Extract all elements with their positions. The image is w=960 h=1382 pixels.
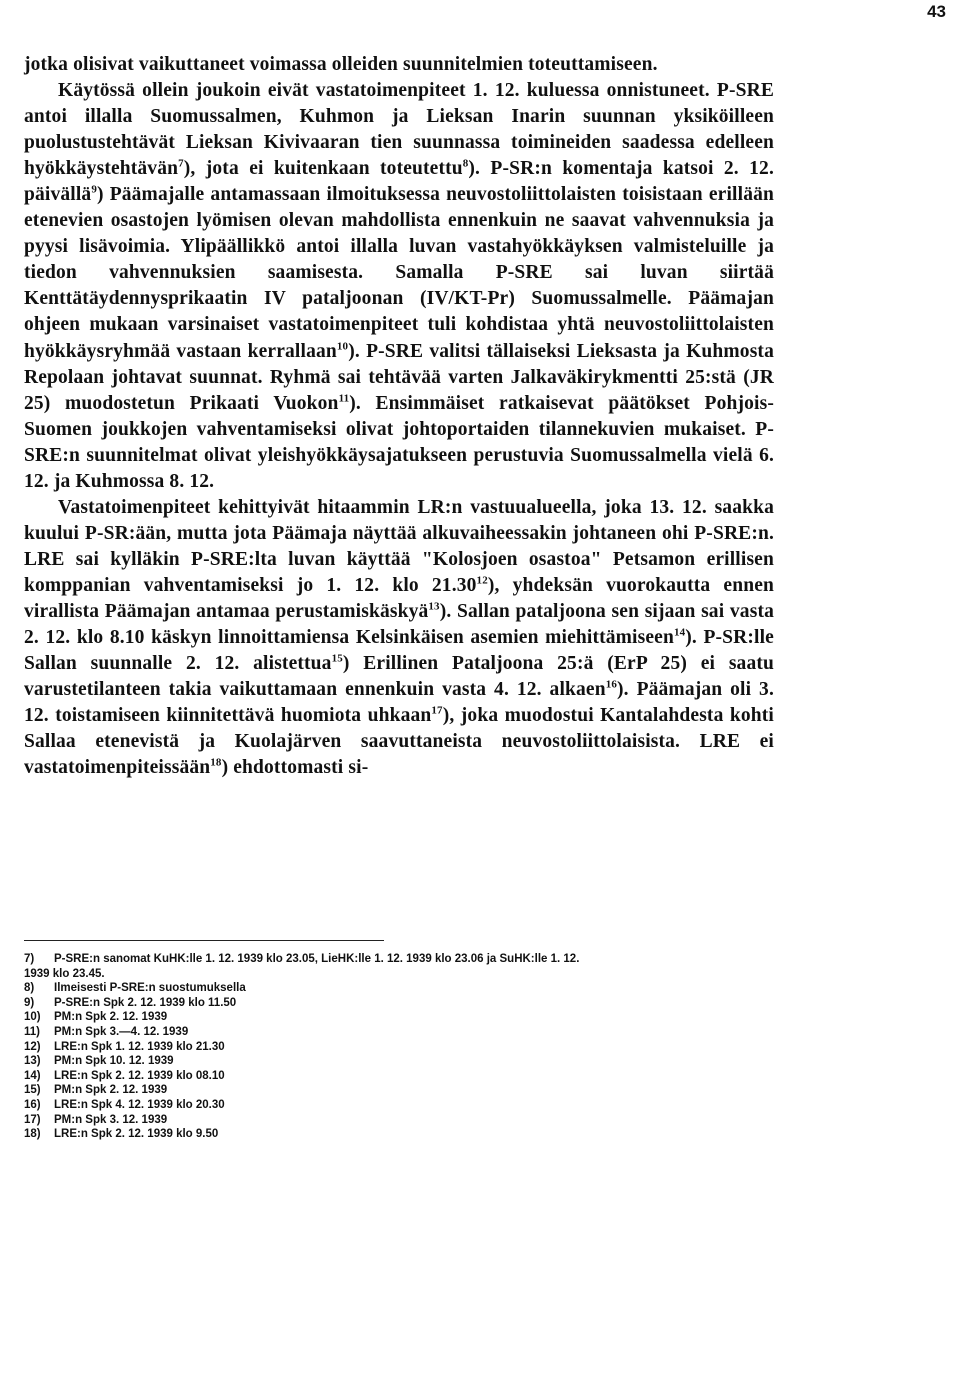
footnote: [24, 1113, 784, 1128]
text-run: ). Ensimmäiset ratkaisevat päätökset Pohjois-Suomen joukkojen vahventamiseksi olivat johtoportaiden tilannekuvien mukaiset. P-SRE:n suunnitelmat olivat yleishyökkäysajatukseen perustuvia Suomussalmella vielä 6. 12. ja Kuhmossa 8. 12.: [24, 392, 774, 492]
footnote-text: P-SRE:n sanomat KuHK:lle 1. 12. 1939 klo 23.05, LieHK:lle 1. 12. 1939 klo 23.06 ja SuHK:lle 1. 12.: [54, 953, 580, 965]
footnote-ref: 10: [336, 340, 349, 353]
paragraph: [24, 52, 774, 78]
text-run: Käytössä ollein joukoin eivät vastatoimenpiteet 1. 12. kuluessa onnistuneet. P-SRE antoi illalla Suomussalmen, Kuhmon ja Lieksan Inarin suunnan yksiköilleen puolustustehtävät Lieksan Kivivaaran tien suunnassa toimineiden saadessa edelleen hyökkäystehtävän: [24, 80, 774, 180]
footnote: [24, 981, 784, 996]
footnote-ref: 15: [331, 652, 343, 665]
text-run: ). P-SR:lle Sallan suunnalle 2. 12. alistettua: [24, 627, 774, 675]
page-number: 43: [927, 2, 946, 21]
footnote: [24, 1025, 784, 1040]
footnote-number: 18): [24, 1128, 41, 1141]
text-run: ). Sallan pataljoona sen sijaan sai vasta 2. 12. klo 8.10 käskyn linnoittamiensa Kelsinkäisen asemien miehittämiseen: [24, 600, 774, 649]
footnote: [24, 952, 784, 967]
footnote-text: PM:n Spk 2. 12. 1939: [54, 1011, 168, 1024]
footnote: [24, 1010, 784, 1025]
footnote-number: 7): [24, 953, 35, 965]
footnote-ref: 11: [338, 392, 350, 405]
footnote-continuation: 1939 klo 23.45.: [24, 967, 105, 980]
body-text: [24, 52, 774, 781]
text-run: ) ehdottomasti si-: [221, 757, 369, 779]
footnotes: [24, 952, 784, 1142]
footnote-number: 17): [24, 1113, 41, 1126]
text-run: ), yhdeksän vuorokautta ennen virallista Päämajan antamaa perustamiskäskyä: [24, 574, 775, 622]
text-run: ) Päämajalle antamassaan ilmoituksessa neuvostoliittolaisten toisistaan erillään etenevien osastojen lyömisen olevan mahdollista ennenkuin ne saavat vahvennuksia ja pyysi lisävoimia. Ylipäällikkö antoi illalla luvan vastahyökkäyksen valmisteluille ja tiedon vahvennuksien saamisesta. Samalla P-SRE sai luvan siirtää Kenttätäydennysprikaatin IV pataljoonan (IV/KT-Pr) Suomussalmelle. Päämajan ohjeen mukaan varsinaiset vastatoimenpiteet tuli kohdistaa yhtä neuvostoliittolaisten hyökkäysryhmää vastaan kerrallaan: [24, 184, 774, 362]
footnote-ref: 16: [605, 678, 618, 691]
text-run: ). Päämajan oli 3. 12. toistamiseen kiinnitettävä huomiota uhkaan: [24, 679, 774, 727]
footnote: [24, 1040, 784, 1055]
paragraph: [24, 495, 774, 782]
footnote-number: 8): [24, 982, 35, 995]
footnote-text: LRE:n Spk 2. 12. 1939 klo 9.50: [54, 1128, 219, 1141]
footnote-number: 9): [24, 996, 35, 1009]
footnote-ref: 18: [210, 756, 222, 769]
footnote-ref: 14: [673, 626, 686, 639]
footnote-text: PM:n Spk 2. 12. 1939: [54, 1084, 168, 1097]
text-run: ) Erillinen Pataljoona 25:ä (ErP 25) ei saatu varustetilanteen takia vaikuttamaan ennenkuin vasta 4. 12. alkaen: [24, 653, 774, 701]
footnote-number: 14): [24, 1069, 41, 1082]
footnote-text: PM:n Spk 3.—4. 12. 1939: [54, 1025, 189, 1038]
footnote-text: LRE:n Spk 2. 12. 1939 klo 08.10: [54, 1069, 225, 1082]
footnote-ref: 8: [462, 157, 469, 170]
footnote: [24, 1054, 784, 1069]
footnote: [24, 1069, 784, 1084]
footnote-ref: 9: [91, 183, 97, 196]
footnote-text: P-SRE:n Spk 2. 12. 1939 klo 11.50: [54, 996, 237, 1009]
footnote-ref: 7: [178, 157, 184, 170]
text-run: ). P-SR:n komentaja katsoi 2. 12. päivällä: [24, 158, 774, 206]
footnote-ref: 13: [428, 600, 440, 613]
footnote-number: 11): [24, 1025, 40, 1038]
footnote-text: PM:n Spk 10. 12. 1939: [54, 1055, 174, 1068]
footnote-number: 10): [24, 1011, 41, 1024]
footnote-ref: 12: [476, 574, 488, 587]
footnote: [24, 1127, 784, 1142]
footnote: [24, 996, 784, 1011]
text-run: ), joka muodostui Kantalahdesta kohti Sallaa etenevistä ja Kuolajärven saavuttaneista neuvostoliittolaisista. LRE ei vastatoimenpiteissään: [24, 705, 774, 779]
paragraph: [24, 78, 774, 495]
footnote-text: Ilmeisesti P-SRE:n suostumuksella: [54, 982, 246, 995]
footnote-number: 15): [24, 1084, 41, 1097]
footnote: [24, 1083, 784, 1098]
text-run: Vastatoimenpiteet kehittyivät hitaammin LR:n vastuualueella, joka 13. 12. saakka kuului P-SR:ään, mutta jota Päämaja näyttää alkuvaiheessakin johtaneen ohi P-SRE:n. LRE sai kylläkin P-SRE:lta luvan käyttää "Kolosjoen osastoa" Petsamon erillisen komppanian vahventamiseksi jo 1. 12. klo 21.30: [24, 496, 774, 596]
footnote-number: 12): [24, 1040, 41, 1053]
text-run: jotka olisivat vaikuttaneet voimassa olleiden suunnitelmien toteuttamiseen.: [24, 54, 658, 75]
text-run: ), jota ei kuitenkaan toteutettu: [183, 158, 463, 180]
footnote-text: LRE:n Spk 4. 12. 1939 klo 20.30: [54, 1098, 225, 1111]
footnote-number: 16): [24, 1098, 41, 1111]
text-run: ). P-SRE valitsi tällaiseksi Lieksasta ja Kuhmosta Repolaan johtavat suunnat. Ryhmä sai tehtävää varten Jalkaväkirykmentti 25:stä (JR 25) muodostetun Prikaati Vuokon: [24, 340, 774, 414]
footnote-text: PM:n Spk 3. 12. 1939: [54, 1113, 168, 1126]
footnote-text: LRE:n Spk 1. 12. 1939 klo 21.30: [54, 1040, 225, 1053]
footnote-ref: 17: [431, 704, 443, 717]
footnote: [24, 1098, 784, 1113]
footnote-number: 13): [24, 1055, 41, 1068]
footnote-divider: [24, 940, 384, 941]
